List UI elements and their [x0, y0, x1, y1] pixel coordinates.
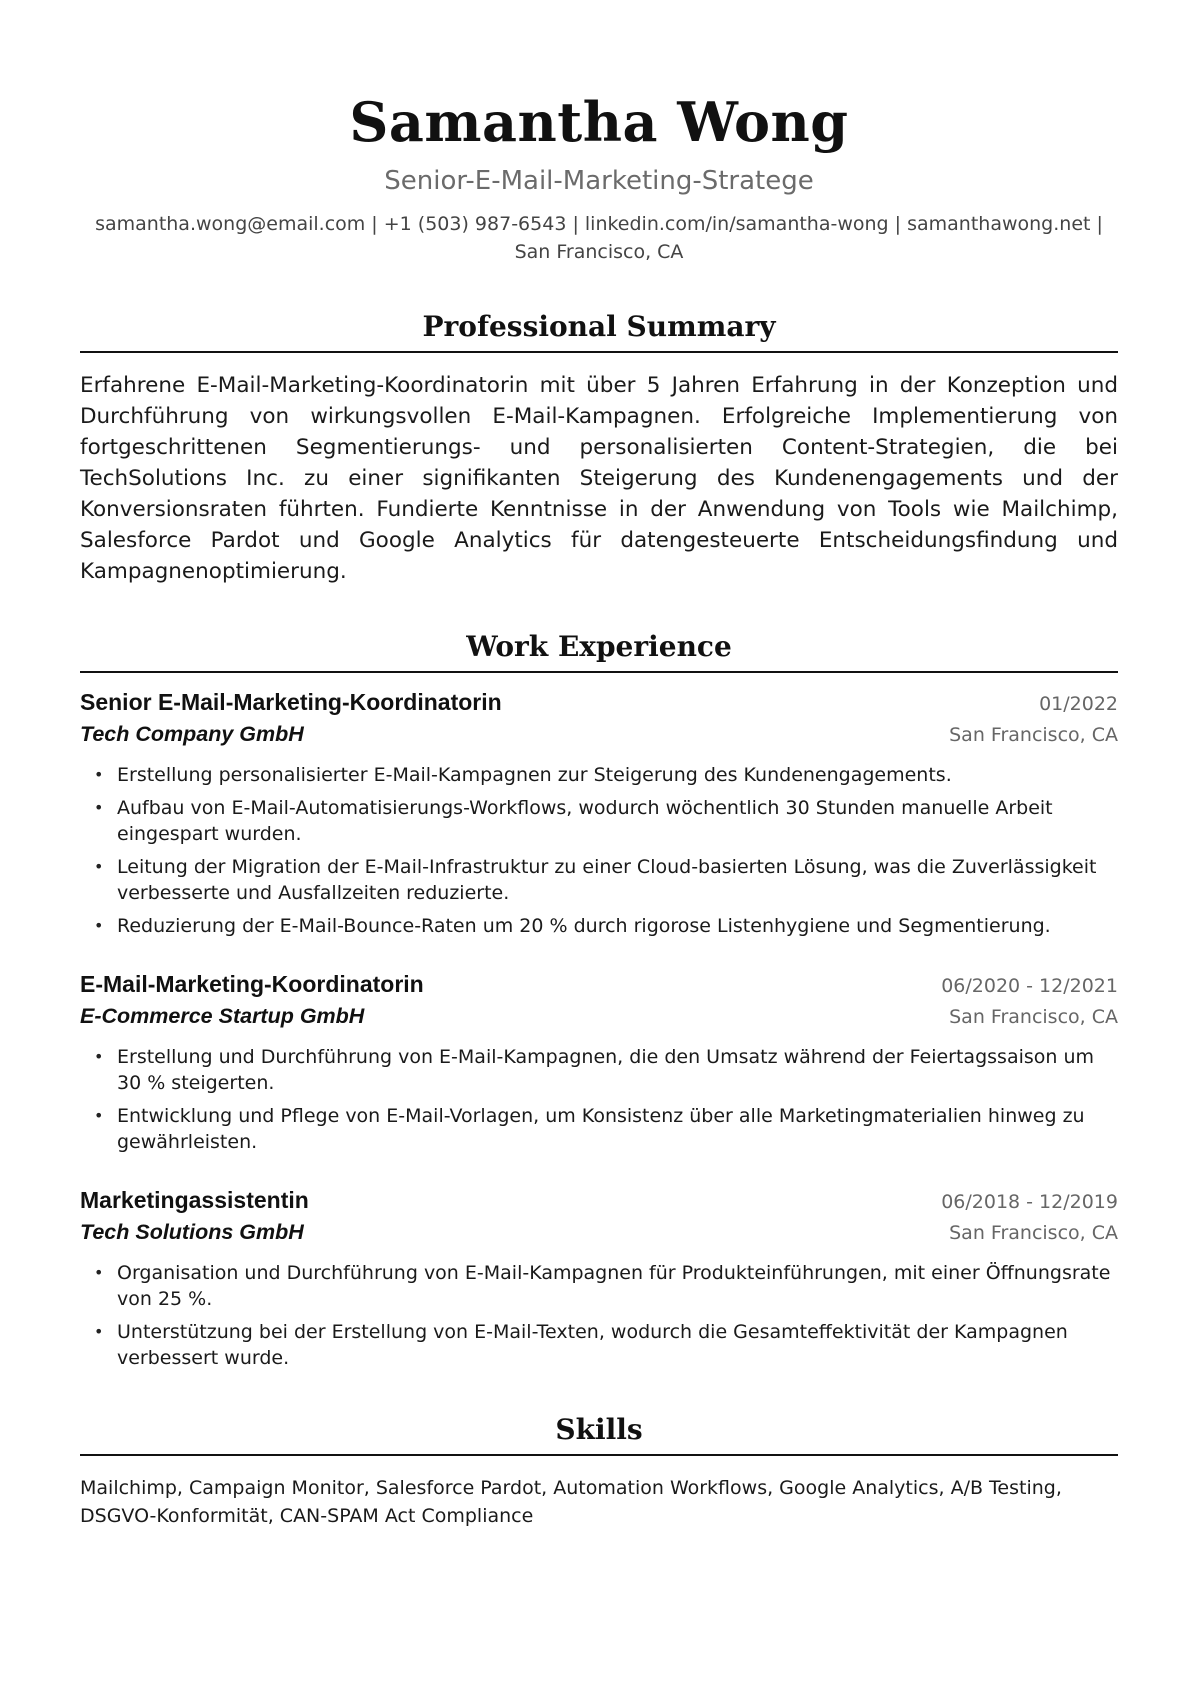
job-role: E-Mail-Marketing-Koordinatorin: [80, 971, 424, 997]
job-bullets: [80, 762, 1118, 939]
job-bullet: • Aufbau von E-Mail-Automatisierungs-Workflows, wodurch wöchentlich 30 Stunden manuelle Arbeit eingespart wurden.: [80, 795, 1118, 847]
candidate-name: Samantha Wong: [349, 90, 849, 154]
job-header: [80, 687, 1118, 719]
section-divider: [80, 1454, 1118, 1456]
job-date: 06/2020 - 12/2021: [941, 975, 1118, 997]
job-bullets: [80, 1044, 1118, 1155]
job-location: San Francisco, CA: [949, 1006, 1118, 1028]
job-company: E-Commerce Startup GmbH: [80, 1004, 365, 1028]
job-bullet: • Erstellung und Durchführung von E-Mail-Kampagnen, die den Umsatz während der Feiertagssaison um 30 % steigerten.: [80, 1044, 1118, 1096]
section-divider: [80, 351, 1118, 353]
job-subheader: [80, 1001, 1118, 1032]
job-bullet: • Organisation und Durchführung von E-Mail-Kampagnen für Produkteinführungen, mit einer Öffnungsrate von 25 %.: [80, 1260, 1118, 1312]
job-date: 06/2018 - 12/2019: [941, 1191, 1118, 1213]
resume-header: [80, 88, 1118, 266]
job-date: 01/2022: [1039, 693, 1118, 715]
skills-heading: Skills: [555, 1413, 643, 1446]
job-entry: [80, 1185, 1118, 1371]
candidate-title: Senior-E-Mail-Marketing-Stratege: [384, 166, 814, 196]
job-bullet: • Entwicklung und Pflege von E-Mail-Vorlagen, um Konsistenz über alle Marketingmaterialien hinweg zu gewährleisten.: [80, 1103, 1118, 1155]
job-entry: [80, 687, 1118, 939]
section-divider: [80, 671, 1118, 673]
job-bullet: • Erstellung personalisierter E-Mail-Kampagnen zur Steigerung des Kundenengagements.: [80, 762, 1118, 788]
job-location: San Francisco, CA: [949, 1222, 1118, 1244]
job-subheader: [80, 719, 1118, 750]
summary-heading: Professional Summary: [422, 310, 776, 343]
job-bullets: [80, 1260, 1118, 1371]
job-bullet: • Unterstützung bei der Erstellung von E-Mail-Texten, wodurch die Gesamteffektivität der Kampagnen verbessert wurde.: [80, 1319, 1118, 1371]
job-header: [80, 969, 1118, 1001]
job-bullet: • Leitung der Migration der E-Mail-Infrastruktur zu einer Cloud-basierten Lösung, was die Zuverlässigkeit verbesserte und Ausfallzeiten reduzierte.: [80, 854, 1118, 906]
job-role: Senior E-Mail-Marketing-Koordinatorin: [80, 689, 502, 715]
job-header: [80, 1185, 1118, 1217]
job-bullet: • Reduzierung der E-Mail-Bounce-Raten um 20 % durch rigorose Listenhygiene und Segmentierung.: [80, 913, 1118, 939]
job-entry: [80, 969, 1118, 1155]
resume-page: [80, 0, 1118, 1683]
experience-section: [80, 628, 1118, 1371]
job-subheader: [80, 1217, 1118, 1248]
contact-line: samantha.wong@email.com | +1 (503) 987-6543 | linkedin.com/in/samantha-wong | samanthawong.net | San Francisco, CA: [95, 213, 1103, 263]
summary-section: [80, 308, 1118, 587]
job-company: Tech Solutions GmbH: [80, 1220, 304, 1244]
summary-text: Erfahrene E-Mail-Marketing-Koordinatorin mit über 5 Jahren Erfahrung in der Konzeption und Durchführung von wirkungsvollen E-Mail-Kampagnen. Erfolgreiche Implementierung von fortgeschrittenen Segmentierungs- und personalisierten Content-Strategien, die bei TechSolutions Inc. zu einer signifikanten Steigerung des Kundenengagements und der Konversionsraten führten. Fundierte Kenntnisse in der Anwendung von Tools wie Mailchimp, Salesforce Pardot und Google Analytics für datengesteuerte Entscheidungsfindung und Kampagnenoptimierung.: [80, 373, 1118, 584]
skills-section: [80, 1411, 1118, 1530]
job-location: San Francisco, CA: [949, 724, 1118, 746]
job-company: Tech Company GmbH: [80, 722, 304, 746]
experience-heading: Work Experience: [466, 630, 732, 663]
job-role: Marketingassistentin: [80, 1187, 309, 1213]
skills-text: Mailchimp, Campaign Monitor, Salesforce Pardot, Automation Workflows, Google Analytics, A/B Testing, DSGVO-Konformität, CAN-SPAM Act Compliance: [80, 1477, 1062, 1527]
